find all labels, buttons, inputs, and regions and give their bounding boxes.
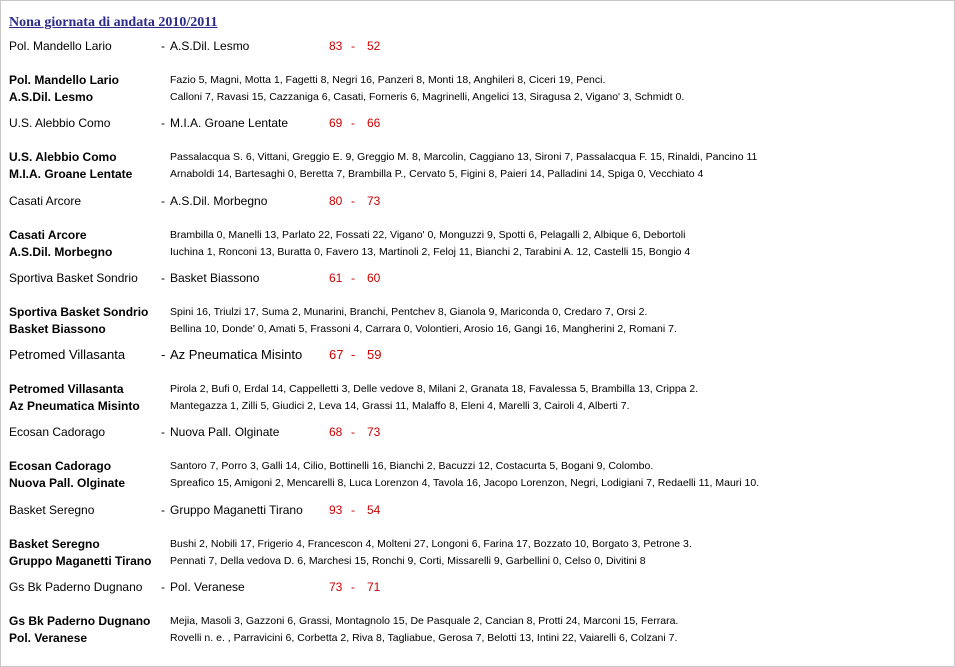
- home-score: 83: [329, 39, 343, 53]
- roster-players: Brambilla 0, Manelli 13, Parlato 22, Fossati 22, Vigano' 0, Monguzzi 9, Spotti 6, Pelagalli 2, Albique 6, Debortoli: [170, 229, 686, 241]
- score-separator: -: [351, 116, 355, 130]
- home-team: Ecosan Cadorago: [9, 425, 106, 439]
- away-team: Gruppo Maganetti Tirano: [170, 503, 303, 517]
- home-score: 93: [329, 503, 343, 517]
- roster-team: Petromed Villasanta: [9, 382, 124, 396]
- home-score: 67: [329, 347, 344, 362]
- home-team: Petromed Villasanta: [9, 347, 126, 362]
- team-separator: -: [161, 116, 165, 130]
- roster-team: A.S.Dil. Lesmo: [9, 90, 94, 104]
- page-title: Nona giornata di andata 2010/2011: [9, 15, 218, 30]
- away-team: A.S.Dil. Lesmo: [170, 39, 250, 53]
- away-score: 73: [367, 194, 381, 208]
- roster-team: Gruppo Maganetti Tirano: [9, 554, 152, 568]
- roster-players: Fazio 5, Magni, Motta 1, Fagetti 8, Negri 16, Panzeri 8, Monti 18, Anghileri 8, Ciceri 19, Penci.: [170, 74, 606, 86]
- roster-players: Santoro 7, Porro 3, Galli 14, Cilio, Bottinelli 16, Bianchi 2, Bacuzzi 12, Costacurta 5, Bogani 9, Colombo.: [170, 460, 654, 472]
- away-score: 54: [367, 503, 381, 517]
- away-team: Pol. Veranese: [170, 580, 245, 594]
- score-separator: -: [351, 347, 356, 362]
- team-separator: -: [161, 347, 166, 362]
- home-score: 80: [329, 194, 343, 208]
- home-team: Gs Bk Paderno Dugnano: [9, 580, 143, 594]
- away-score: 66: [367, 116, 381, 130]
- roster-players: Bellina 10, Donde' 0, Amati 5, Frassoni 4, Carrara 0, Volontieri, Arosio 16, Gangi 16, Mangherini 2, Romani 7.: [170, 323, 677, 335]
- roster-team: Pol. Mandello Lario: [9, 73, 120, 87]
- home-score: 61: [329, 271, 343, 285]
- away-team: Nuova Pall. Olginate: [170, 425, 280, 439]
- home-team: Sportiva Basket Sondrio: [9, 271, 138, 285]
- roster-players: Passalacqua S. 6, Vittani, Greggio E. 9, Greggio M. 8, Marcolin, Caggiano 13, Sironi 7, Passalacqua F. 15, Rinaldi, Pancino 11: [170, 151, 758, 163]
- score-separator: -: [351, 580, 355, 594]
- roster-team: A.S.Dil. Morbegno: [9, 245, 113, 259]
- away-score: 71: [367, 580, 381, 594]
- team-separator: -: [161, 580, 165, 594]
- roster-players: Spini 16, Triulzi 17, Suma 2, Munarini, Branchi, Pentchev 8, Gianola 9, Mariconda 0, Credaro 7, Orsi 2.: [170, 306, 648, 318]
- away-score: 59: [367, 347, 382, 362]
- roster-players: Mantegazza 1, Zilli 5, Giudici 2, Leva 14, Grassi 11, Malaffo 8, Eleni 4, Marelli 3, Cairoli 4, Alberti 7.: [170, 400, 630, 412]
- roster-players: Arnaboldi 14, Bartesaghi 0, Beretta 7, Brambilla P., Cervato 5, Figini 8, Paieri 14, Palladini 14, Spiga 0, Vecchiato 4: [170, 168, 704, 180]
- roster-players: Pirola 2, Bufi 0, Erdal 14, Cappelletti 3, Delle vedove 8, Milani 2, Granata 18, Favalessa 5, Brambilla 13, Crippa 2.: [170, 383, 699, 395]
- roster-team: Az Pneumatica Misinto: [9, 399, 140, 413]
- team-separator: -: [161, 503, 165, 517]
- roster-team: U.S. Alebbio Como: [9, 150, 117, 164]
- score-separator: -: [351, 425, 355, 439]
- home-team: U.S. Alebbio Como: [9, 116, 111, 130]
- roster-team: Gs Bk Paderno Dugnano: [9, 614, 151, 628]
- away-team: M.I.A. Groane Lentate: [170, 116, 289, 130]
- home-team: Pol. Mandello Lario: [9, 39, 112, 53]
- team-separator: -: [161, 194, 165, 208]
- away-team: A.S.Dil. Morbegno: [170, 194, 268, 208]
- roster-players: Rovelli n. e. , Parravicini 6, Corbetta 2, Riva 8, Tagliabue, Gerosa 7, Belotti 13, Intini 22, Vaiarelli 6, Colzani 7.: [170, 632, 678, 644]
- roster-players: Pennati 7, Della vedova D. 6, Marchesi 15, Ronchi 9, Corti, Missarelli 9, Garbellini 0, Celso 0, Divitini 8: [170, 555, 646, 567]
- roster-team: Casati Arcore: [9, 228, 87, 242]
- roster-players: Calloni 7, Ravasi 15, Cazzaniga 6, Casati, Forneris 6, Magrinelli, Angelici 13, Siragusa 2, Vigano' 3, Schmidt 0.: [170, 91, 685, 103]
- home-team: Casati Arcore: [9, 194, 82, 208]
- team-separator: -: [161, 39, 165, 53]
- roster-team: Pol. Veranese: [9, 631, 88, 645]
- score-separator: -: [351, 39, 355, 53]
- roster-team: Sportiva Basket Sondrio: [9, 305, 149, 319]
- roster-players: Spreafico 15, Amigoni 2, Mencarelli 8, Luca Lorenzon 4, Tavola 16, Jacopo Lorenzon, Negri, Lodigiani 7, Redaelli 11, Mauri 10.: [170, 477, 760, 489]
- home-score: 69: [329, 116, 343, 130]
- home-score: 68: [329, 425, 343, 439]
- score-separator: -: [351, 271, 355, 285]
- away-score: 52: [367, 39, 381, 53]
- roster-team: Basket Biassono: [9, 322, 106, 336]
- away-team: Az Pneumatica Misinto: [170, 347, 303, 362]
- away-score: 73: [367, 425, 381, 439]
- roster-team: Ecosan Cadorago: [9, 459, 112, 473]
- team-separator: -: [161, 425, 165, 439]
- team-separator: -: [161, 271, 165, 285]
- roster-players: Bushi 2, Nobili 17, Frigerio 4, Francescon 4, Molteni 27, Longoni 6, Farina 17, Bozzato 10, Borgato 3, Petrone 3.: [170, 538, 692, 550]
- roster-players: Iuchina 1, Ronconi 13, Buratta 0, Favero 13, Martinoli 2, Feloj 11, Bianchi 2, Tarabini A. 12, Castelli 15, Bongio 4: [170, 246, 691, 258]
- score-separator: -: [351, 503, 355, 517]
- away-score: 60: [367, 271, 381, 285]
- roster-team: Nuova Pall. Olginate: [9, 476, 126, 490]
- roster-players: Mejia, Masoli 3, Gazzoni 6, Grassi, Montagnolo 15, De Pasquale 2, Cancian 8, Protti 24, Marconi 15, Ferrara.: [170, 615, 679, 627]
- score-separator: -: [351, 194, 355, 208]
- away-team: Basket Biassono: [170, 271, 260, 285]
- home-team: Basket Seregno: [9, 503, 95, 517]
- home-score: 73: [329, 580, 343, 594]
- roster-team: Basket Seregno: [9, 537, 100, 551]
- roster-team: M.I.A. Groane Lentate: [9, 167, 133, 181]
